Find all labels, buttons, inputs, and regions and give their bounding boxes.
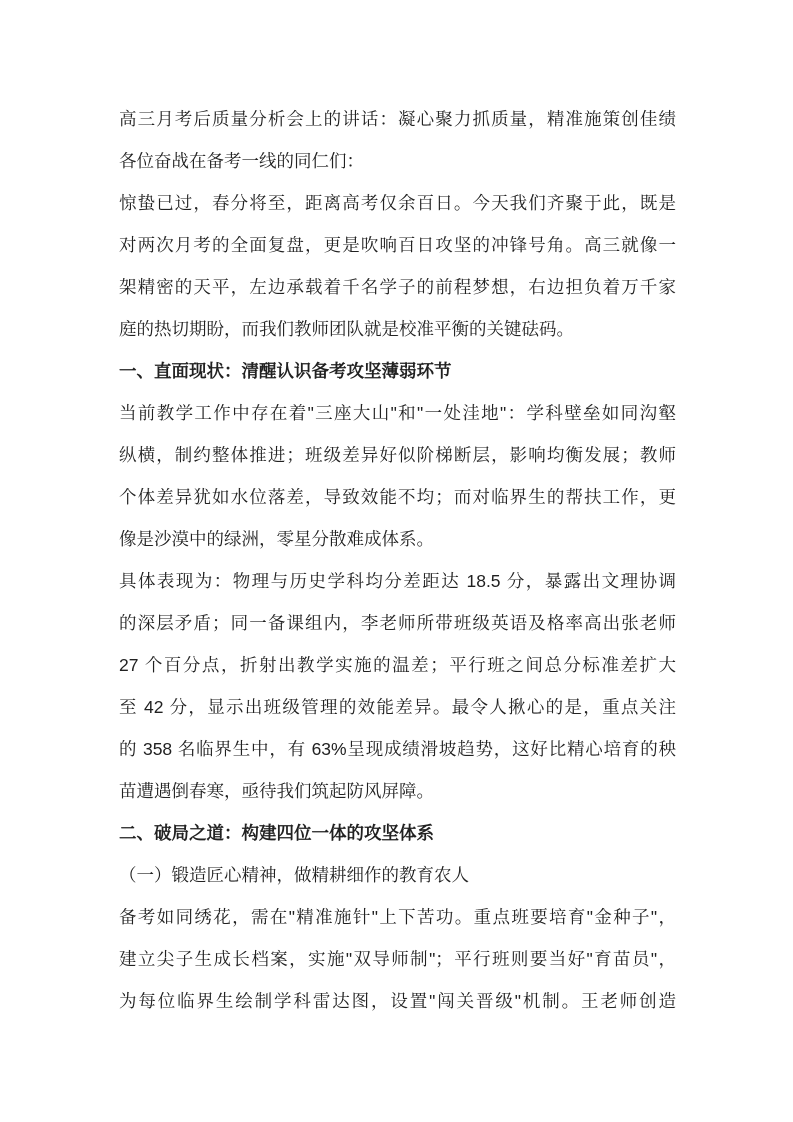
text-line: 为每位临界生绘制学科雷达图，设置"闯关晋级"机制。王老师创造 xyxy=(119,991,676,1011)
text-line: 苗遭遇倒春寒，亟待我们筑起防风屏障。 xyxy=(119,781,434,801)
text-line: 的 358 名临界生中，有 63%呈现成绩滑坡趋势，这好比精心培育的秧 xyxy=(119,739,676,759)
text-line: 当前教学工作中存在着"三座大山"和"一处洼地"：学科壁垒如同沟壑 xyxy=(119,403,676,423)
text-line: 惊蛰已过，春分将至，距离高考仅余百日。今天我们齐聚于此，既是 xyxy=(119,193,676,213)
salutation-line: 各位奋战在备考一线的同仁们： xyxy=(119,151,364,171)
text-line: 对两次月考的全面复盘，更是吹响百日攻坚的冲锋号角。高三就像一 xyxy=(119,235,676,255)
text-line: 个体差异犹如水位落差，导致效能不均；而对临界生的帮扶工作，更 xyxy=(119,487,676,507)
text-line: 建立尖子生成长档案，实施"双导师制"；平行班则要当好"育苗员"， xyxy=(119,949,676,969)
text-line: 纵横，制约整体推进；班级差异好似阶梯断层，影响均衡发展；教师 xyxy=(119,445,676,465)
section-heading: 二、破局之道：构建四位一体的攻坚体系 xyxy=(119,823,434,843)
text-line: 至 42 分，显示出班级管理的效能差异。最令人揪心的是，重点关注 xyxy=(119,697,676,717)
text-line: 备考如同绣花，需在"精准施针"上下苦功。重点班要培育"金种子"， xyxy=(119,907,676,927)
text-line: 的深层矛盾；同一备课组内，李老师所带班级英语及格率高出张老师 xyxy=(119,613,676,633)
document-title: 高三月考后质量分析会上的讲话：凝心聚力抓质量，精准施策创佳绩 xyxy=(119,109,676,129)
subsection-heading: （一）锻造匠心精神，做精耕细作的教育农人 xyxy=(119,865,469,885)
section-heading: 一、直面现状：清醒认识备考攻坚薄弱环节 xyxy=(119,361,452,381)
text-line: 27 个百分点，折射出教学实施的温差；平行班之间总分标准差扩大 xyxy=(119,655,676,675)
text-line: 架精密的天平，左边承载着千名学子的前程梦想，右边担负着万千家 xyxy=(119,277,676,297)
text-line: 具体表现为：物理与历史学科均分差距达 18.5 分，暴露出文理协调 xyxy=(119,571,676,591)
text-line: 庭的热切期盼，而我们教师团队就是校准平衡的关键砝码。 xyxy=(119,319,574,339)
text-line: 像是沙漠中的绿洲，零星分散难成体系。 xyxy=(119,529,434,549)
